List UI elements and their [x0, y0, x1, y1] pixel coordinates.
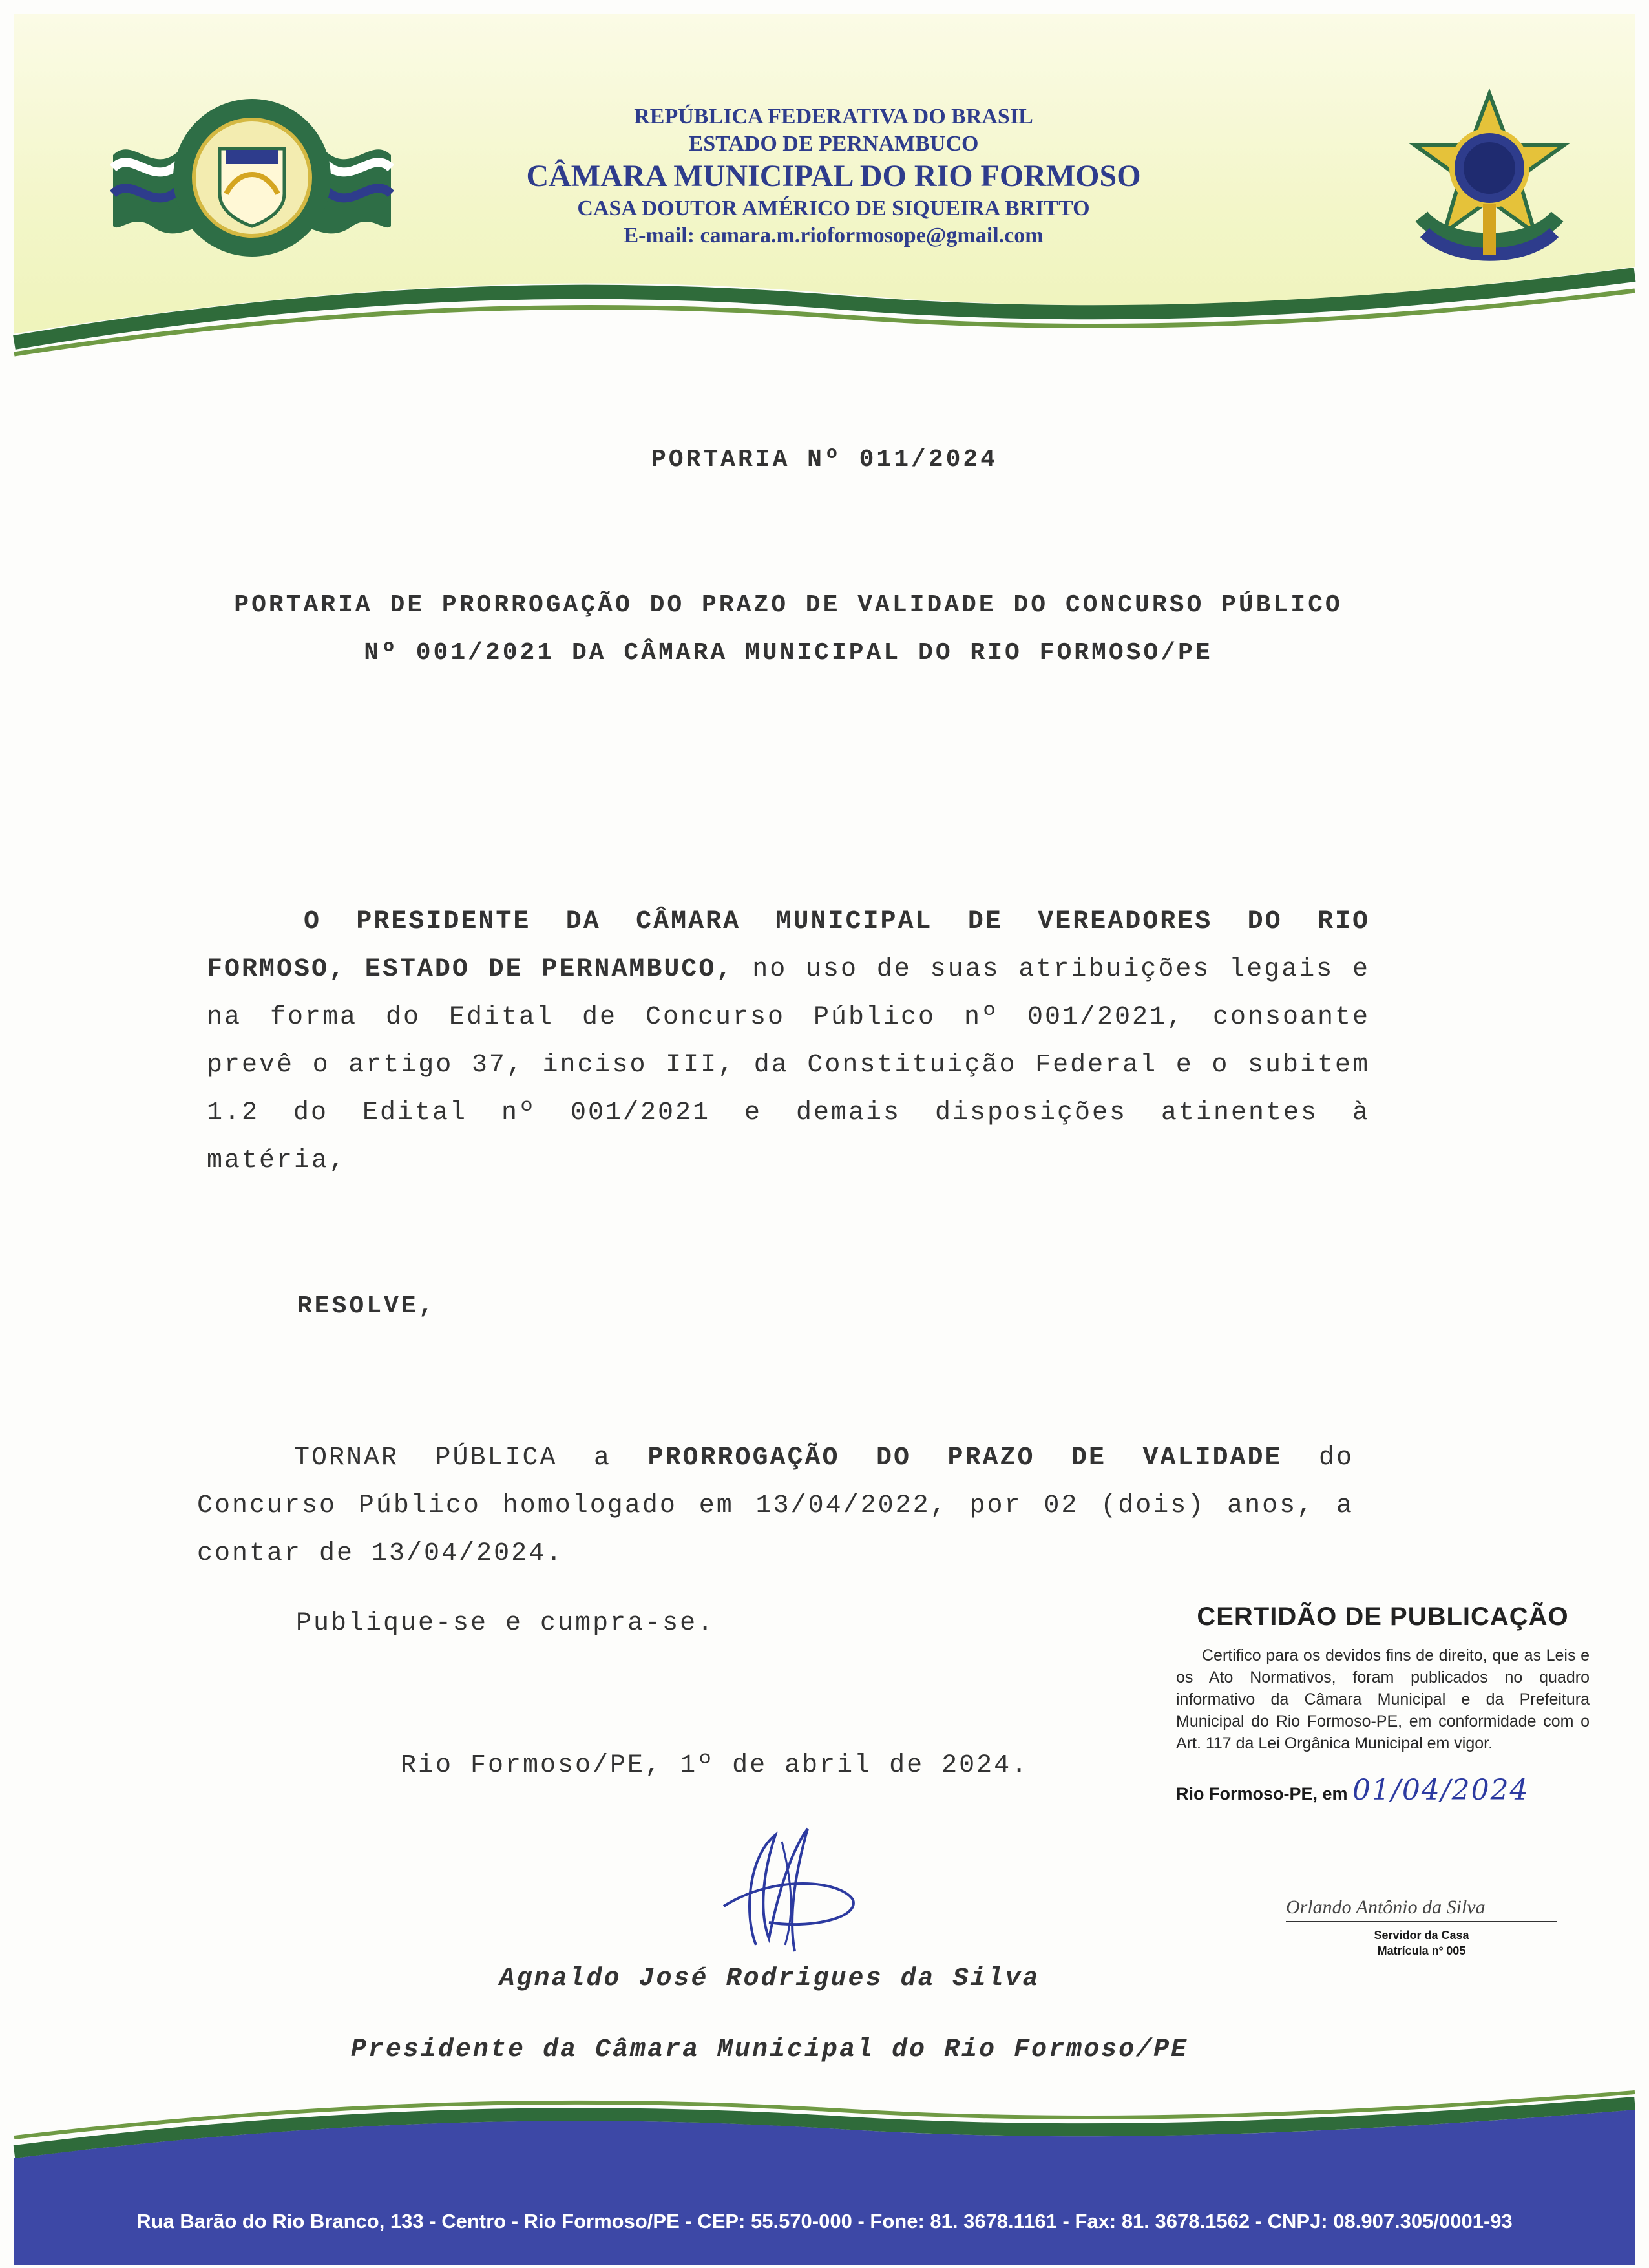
stamp-signer-name: Orlando Antônio da Silva	[1286, 1896, 1557, 1922]
header-email: E-mail: camara.m.rioformosope@gmail.com	[624, 224, 1044, 247]
resolution-text: do Concurso Público homologado em 13/04/2022, por 02 (dois) anos, a contar de 13/04/2024.	[197, 1444, 1354, 1568]
stamp-role-line2: Matrícula nº 005	[1377, 1944, 1466, 1957]
document-date-line: Rio Formoso/PE, 1º de abril de 2024.	[401, 1751, 1029, 1780]
stamp-date-label: Rio Formoso-PE, em	[1176, 1784, 1353, 1803]
stamp-date-line	[1176, 1774, 1590, 1807]
document-title: PORTARIA Nº 011/2024	[651, 446, 998, 474]
document-subtitle: PORTARIA DE PRORROGAÇÃO DO PRAZO DE VALIDADE DO CONCURSO PÚBLICO Nº 001/2021 DA CÂMARA MUNICIPAL DO RIO FORMOSO/PE	[234, 591, 1343, 667]
brazil-coat-of-arms	[1396, 87, 1583, 275]
resolve-heading: RESOLVE,	[297, 1292, 436, 1320]
stamp-body-text: Certifico para os devidos fins de direito, que as Leis e os Ato Normativos, foram publicados no quadro informativo da Câmara Municipal e da Prefeitura Municipal do Rio Formoso-PE, em conformidade com o Art. 117 da Lei Orgânica Municipal em vigor.	[1176, 1646, 1590, 1752]
footer-wave-divider	[0, 2087, 1649, 2203]
publish-statement: Publique-se e cumpra-se.	[296, 1609, 715, 1638]
preamble-bold-text: O PRESIDENTE DA CÂMARA MUNICIPAL DE VEREADORES DO RIO FORMOSO, ESTADO DE PERNAMBUCO,	[207, 907, 1370, 984]
header-house-name: CASA DOUTOR AMÉRICO DE SIQUEIRA BRITTO	[577, 196, 1090, 220]
preamble-paragraph	[207, 898, 1370, 1185]
header-state: ESTADO DE PERNAMBUCO	[688, 132, 979, 156]
signer-role: Presidente da Câmara Municipal do Rio Formoso/PE	[350, 2035, 1189, 2064]
header-chamber-name: CÂMARA MUNICIPAL DO RIO FORMOSO	[526, 159, 1141, 193]
resolution-bold-text: PRORROGAÇÃO DO PRAZO DE VALIDADE	[647, 1444, 1283, 1473]
rio-formoso-emblem	[107, 97, 397, 265]
publication-certificate-stamp	[1176, 1602, 1590, 1957]
header-institution-block	[388, 103, 1279, 249]
preamble-text: no uso de suas atribuições legais e na forma do Edital de Concurso Público nº 001/2021, consoante prevê o artigo 37, inciso III, da Constituição Federal e o subitem 1.2 do Edital nº 001/2021 e demais disposições atinentes à matéria,	[207, 955, 1370, 1175]
signer-name: Agnaldo José Rodrigues da Silva	[499, 1964, 1040, 1993]
stamp-signer-role	[1286, 1927, 1557, 1958]
stamp-handwritten-date: 01/04/2024	[1352, 1774, 1529, 1807]
footer-address: Rua Barão do Rio Branco, 133 - Centro - Rio Formoso/PE - CEP: 55.570-000 - Fone: 81. 3678.1161 - Fax: 81. 3678.1562 - CNPJ: 08.907.305/0001-93	[136, 2210, 1513, 2232]
stamp-role-line1: Servidor da Casa	[1374, 1929, 1469, 1942]
stamp-signature-block	[1286, 1896, 1557, 1958]
resolution-lead-text: TORNAR PÚBLICA a	[294, 1444, 648, 1473]
resolution-paragraph	[197, 1434, 1354, 1578]
stamp-title: CERTIDÃO DE PUBLICAÇÃO	[1197, 1602, 1569, 1631]
president-handwritten-signature	[698, 1816, 866, 1964]
header-republic: REPÚBLICA FEDERATIVA DO BRASIL	[634, 105, 1033, 129]
